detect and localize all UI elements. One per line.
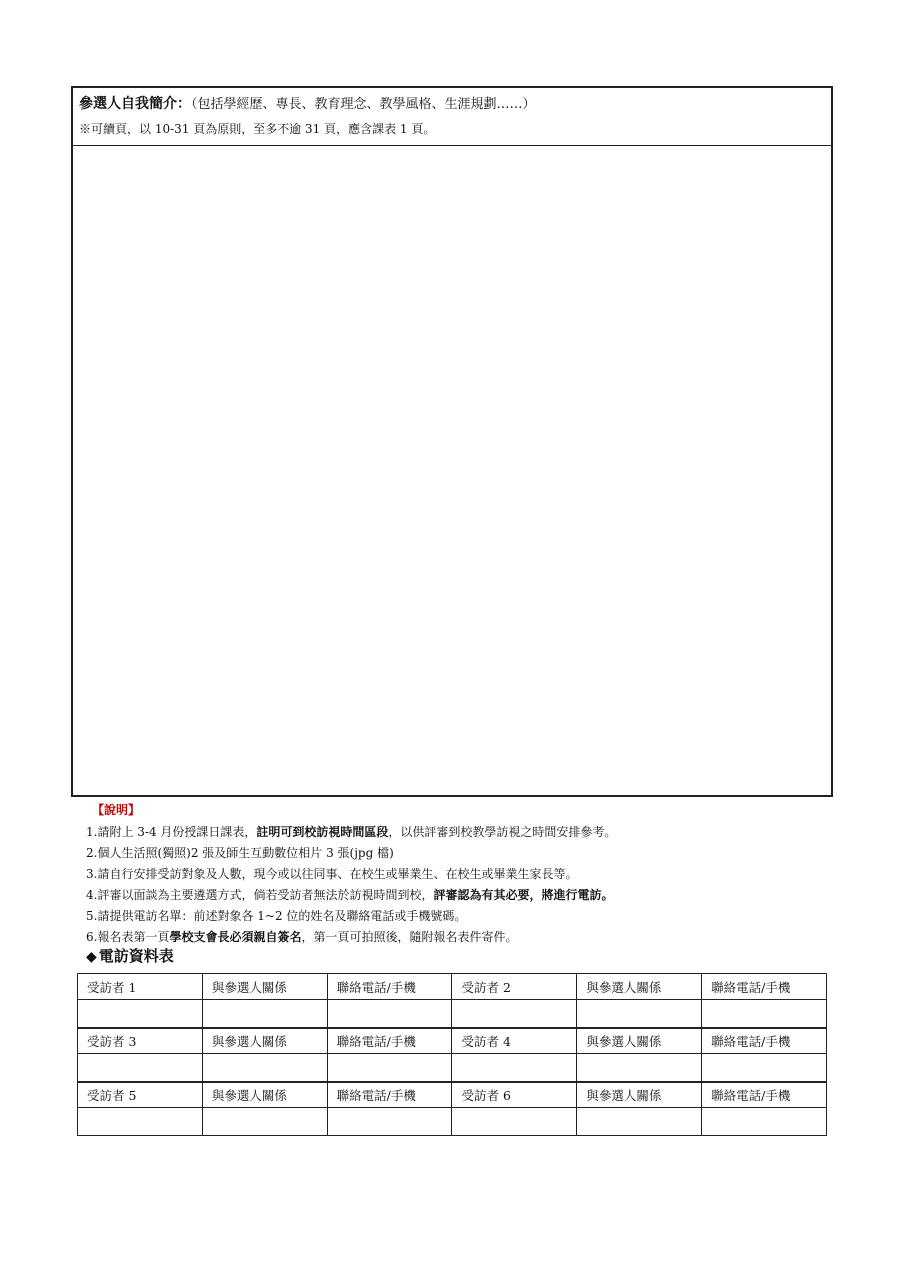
diamond-bullet-icon: ◆ xyxy=(86,949,97,965)
instruction-item: 3.請自行安排受訪對象及人數，現今或以往同事、在校生或畢業生、在校生或畢業生家長等。 xyxy=(86,867,578,881)
table-header-cell: 受訪者 2 xyxy=(452,974,577,1000)
input-cell[interactable] xyxy=(452,1108,577,1136)
intro-note: ※可續頁，以 10-31 頁為原則，至多不逾 31 頁，應含課表 1 頁。 xyxy=(79,122,436,136)
instruction-item: 2.個人生活照(獨照)2 張及師生互動數位相片 3 張(jpg 檔) xyxy=(86,846,394,860)
input-cell[interactable] xyxy=(577,1054,702,1082)
input-cell[interactable] xyxy=(327,1000,452,1028)
input-cell[interactable] xyxy=(452,1000,577,1028)
table-row xyxy=(78,974,827,1000)
instruction-item: 6.報名表第一頁學校支會長必須親自簽名，第一頁可拍照後，隨附報名表件寄件。 xyxy=(86,930,518,944)
table-row xyxy=(78,1028,827,1054)
table-header-cell: 聯絡電話/手機 xyxy=(702,1082,827,1108)
input-cell[interactable] xyxy=(327,1108,452,1136)
table-row xyxy=(78,1108,827,1136)
phone-interview-table xyxy=(77,973,827,1136)
intro-title-bold: 參選人自我簡介： xyxy=(79,96,191,112)
table-header-cell: 受訪者 4 xyxy=(452,1028,577,1054)
self-introduction-box xyxy=(71,86,833,797)
table-header-cell: 與參選人關係 xyxy=(577,1082,702,1108)
table-header-cell: 與參選人關係 xyxy=(202,1028,327,1054)
table-header-cell: 聯絡電話/手機 xyxy=(702,974,827,1000)
phone-interview-title: ◆ 電訪資料表 xyxy=(86,947,174,965)
table-header-cell: 受訪者 1 xyxy=(78,974,203,1000)
table-row xyxy=(78,1000,827,1028)
table-header-cell: 與參選人關係 xyxy=(577,1028,702,1054)
intro-title-detail: （包括學經歷、專長、教育理念、教學風格、生涯規劃……） xyxy=(191,97,536,112)
input-cell[interactable] xyxy=(202,1054,327,1082)
table-header-cell: 受訪者 3 xyxy=(78,1028,203,1054)
input-cell[interactable] xyxy=(452,1054,577,1082)
input-cell[interactable] xyxy=(202,1000,327,1028)
instructions-list xyxy=(86,822,846,947)
table-row xyxy=(78,1082,827,1108)
table-header-cell: 與參選人關係 xyxy=(202,1082,327,1108)
table-row xyxy=(78,1054,827,1082)
instruction-item: 5.請提供電訪名單：前述對象各 1~2 位的姓名及聯絡電話或手機號碼。 xyxy=(86,909,467,923)
input-cell[interactable] xyxy=(702,1108,827,1136)
table-header-cell: 聯絡電話/手機 xyxy=(702,1028,827,1054)
intro-title xyxy=(79,94,825,115)
table-header-cell: 受訪者 5 xyxy=(78,1082,203,1108)
intro-writing-area[interactable] xyxy=(73,146,831,796)
input-cell[interactable] xyxy=(577,1108,702,1136)
table-header-cell: 聯絡電話/手機 xyxy=(327,974,452,1000)
input-cell[interactable] xyxy=(78,1054,203,1082)
input-cell[interactable] xyxy=(202,1108,327,1136)
table-header-cell: 聯絡電話/手機 xyxy=(327,1028,452,1054)
table-header-cell: 受訪者 6 xyxy=(452,1082,577,1108)
instruction-item: 1.請附上 3-4 月份授課日課表，註明可到校訪視時間區段，以供評審到校教學訪視之時間安排參考。 xyxy=(86,825,617,839)
intro-header xyxy=(73,88,831,146)
instructions-heading: 【說明】 xyxy=(92,803,141,817)
table-header-cell: 與參選人關係 xyxy=(577,974,702,1000)
input-cell[interactable] xyxy=(702,1054,827,1082)
instruction-item: 4.評審以面談為主要遴選方式，倘若受訪者無法於訪視時間到校，評審認為有其必要，將進行電訪。 xyxy=(86,888,614,902)
instructions-section xyxy=(86,800,846,948)
input-cell[interactable] xyxy=(78,1108,203,1136)
input-cell[interactable] xyxy=(78,1000,203,1028)
table-header-cell: 聯絡電話/手機 xyxy=(327,1082,452,1108)
input-cell[interactable] xyxy=(327,1054,452,1082)
input-cell[interactable] xyxy=(577,1000,702,1028)
input-cell[interactable] xyxy=(702,1000,827,1028)
table-header-cell: 與參選人關係 xyxy=(202,974,327,1000)
